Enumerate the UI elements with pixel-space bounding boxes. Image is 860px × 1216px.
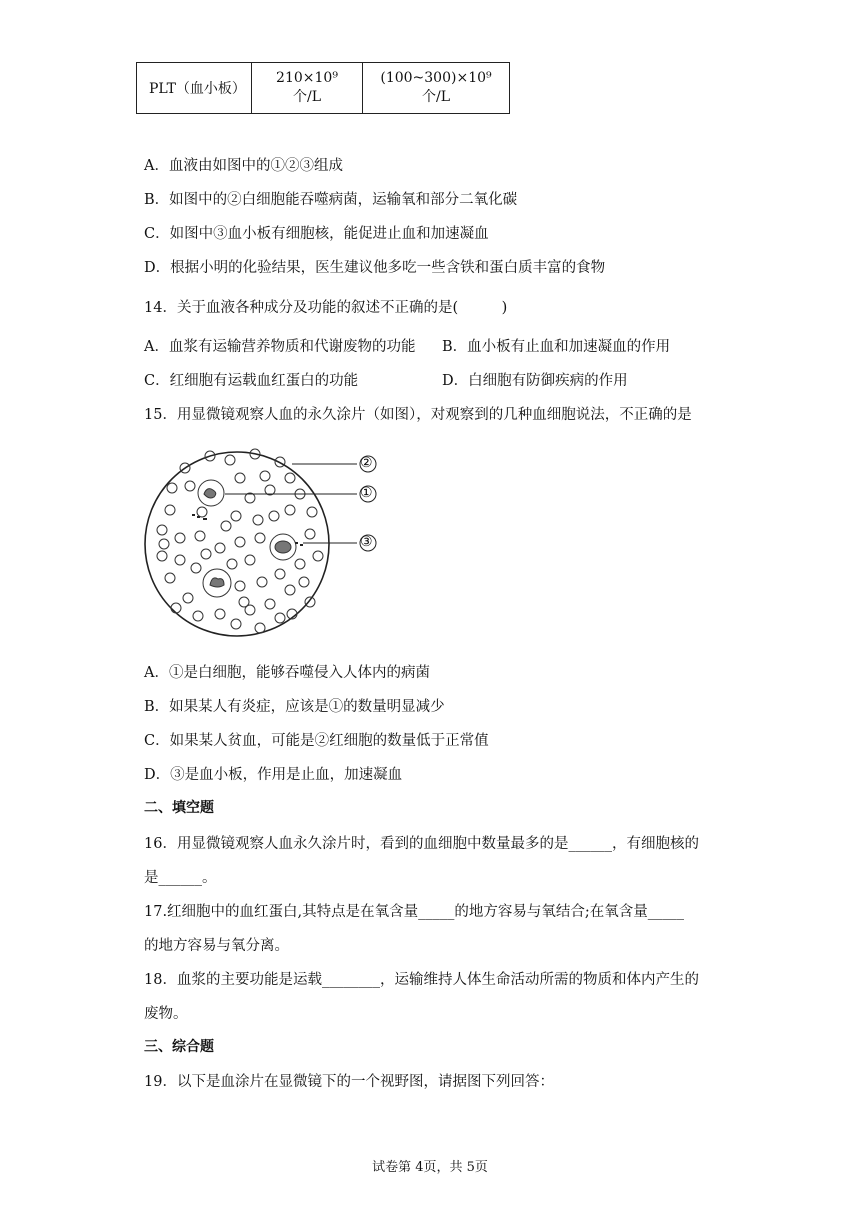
red-blood-cell [245,555,255,565]
red-blood-cell [225,455,235,465]
q14-stem: 14．关于血液各种成分及功能的叙述不正确的是( ) [144,300,508,316]
section-comprehensive: 三、综合题 [144,1039,214,1055]
red-blood-cell [313,551,323,561]
red-blood-cell [305,529,315,539]
red-blood-cell [157,551,167,561]
red-blood-cell [269,511,279,521]
red-blood-cell [185,481,195,491]
red-blood-cell [235,581,245,591]
table-cell-name: PLT（血小板） [137,63,252,114]
red-blood-cell [235,473,245,483]
red-blood-cell [257,577,267,587]
red-blood-cell [227,559,237,569]
red-blood-cell [171,603,181,613]
page-footer: 试卷第 4页，共 5页 [372,1160,488,1175]
q15-stem: 15．用显微镜观察人血的永久涂片（如图），对观察到的几种血细胞说法，不正确的是 [144,407,692,423]
blood-test-table [136,62,510,114]
red-blood-cell [159,539,169,549]
red-blood-cell [305,597,315,607]
red-blood-cell [239,597,249,607]
red-blood-cell [285,505,295,515]
q19-stem: 19．以下是血涂片在显微镜下的一个视野图，请据图下列回答： [144,1074,554,1090]
red-blood-cells [157,449,323,633]
q14-option-c: C．红细胞有运载血红蛋白的功能 [144,373,359,389]
red-blood-cell [193,611,203,621]
q15-option-c: C．如果某人贫血，可能是②红细胞的数量低于正常值 [144,733,489,749]
red-blood-cell [253,515,263,525]
q17-line-2: 的地方容易与氧分离。 [144,938,289,954]
red-blood-cell [215,609,225,619]
red-blood-cell [255,623,265,633]
red-blood-cell [255,533,265,543]
red-blood-cell [201,549,211,559]
q13-option-c: C．如图中③血小板有细胞核，能促进止血和加速凝血 [144,226,489,242]
q16-line-1: 16．用显微镜观察人血永久涂片时，看到的血细胞中数量最多的是______，有细胞核的 [144,836,699,852]
q13-option-d: D．根据小明的化验结果，医生建议他多吃一些含铁和蛋白质丰富的食物 [144,260,606,276]
q14-option-a: A．血浆有运输营养物质和代谢废物的功能 [144,339,416,355]
red-blood-cell [157,525,167,535]
red-blood-cell [260,471,270,481]
red-blood-cell [275,613,285,623]
red-blood-cell [295,559,305,569]
table-cell-ref: (100~300)×10⁹ 个/L [363,63,510,114]
red-blood-cell [265,599,275,609]
q13-option-a: A．血液由如图中的①②③组成 [144,158,343,174]
q14-option-b: B．血小板有止血和加速凝血的作用 [442,339,671,355]
red-blood-cell [197,507,207,517]
red-blood-cell [167,483,177,493]
red-blood-cell [285,473,295,483]
white-blood-cell-3 [203,569,231,597]
red-blood-cell [165,505,175,515]
red-blood-cell [231,619,241,629]
table-row [137,63,510,114]
blood-smear-figure [140,438,390,648]
red-blood-cell [175,533,185,543]
q18-line-2: 废物。 [144,1006,188,1022]
red-blood-cell [307,507,317,517]
white-blood-cell-1 [198,480,224,506]
red-blood-cell [275,569,285,579]
white-blood-cell-2 [270,534,296,560]
figure-label-1: ① [360,485,373,501]
q14-option-d: D．白细胞有防御疾病的作用 [442,373,628,389]
red-blood-cell [183,593,193,603]
q17-line-1: 17.红细胞中的血红蛋白,其特点是在氧含量_____的地方容易与氧结合;在氧含量_____ [144,904,685,920]
red-blood-cell [195,531,205,541]
red-blood-cell [175,555,185,565]
figure-label-3: ③ [360,534,373,550]
red-blood-cell [215,543,225,553]
red-blood-cell [191,563,201,573]
q15-option-b: B．如果某人有炎症，应该是①的数量明显减少 [144,699,445,715]
table-cell-value: 210×10⁹ 个/L [252,63,363,114]
q15-option-d: D．③是血小板，作用是止血，加速凝血 [144,767,403,783]
q16-line-2: 是______。 [144,870,217,886]
red-blood-cell [299,577,309,587]
section-fill-blank: 二、填空题 [144,800,214,816]
red-blood-cell [165,573,175,583]
red-blood-cell [231,511,241,521]
q18-line-1: 18．血浆的主要功能是运载________，运输维持人体生命活动所需的物质和体内产生的 [144,972,699,988]
figure-label-2: ② [360,455,373,471]
q13-option-b: B．如图中的②白细胞能吞噬病菌，运输氧和部分二氧化碳 [144,192,518,208]
red-blood-cell [221,521,231,531]
red-blood-cell [285,585,295,595]
q15-option-a: A．①是白细胞，能够吞噬侵入人体内的病菌 [144,665,430,681]
red-blood-cell [235,537,245,547]
